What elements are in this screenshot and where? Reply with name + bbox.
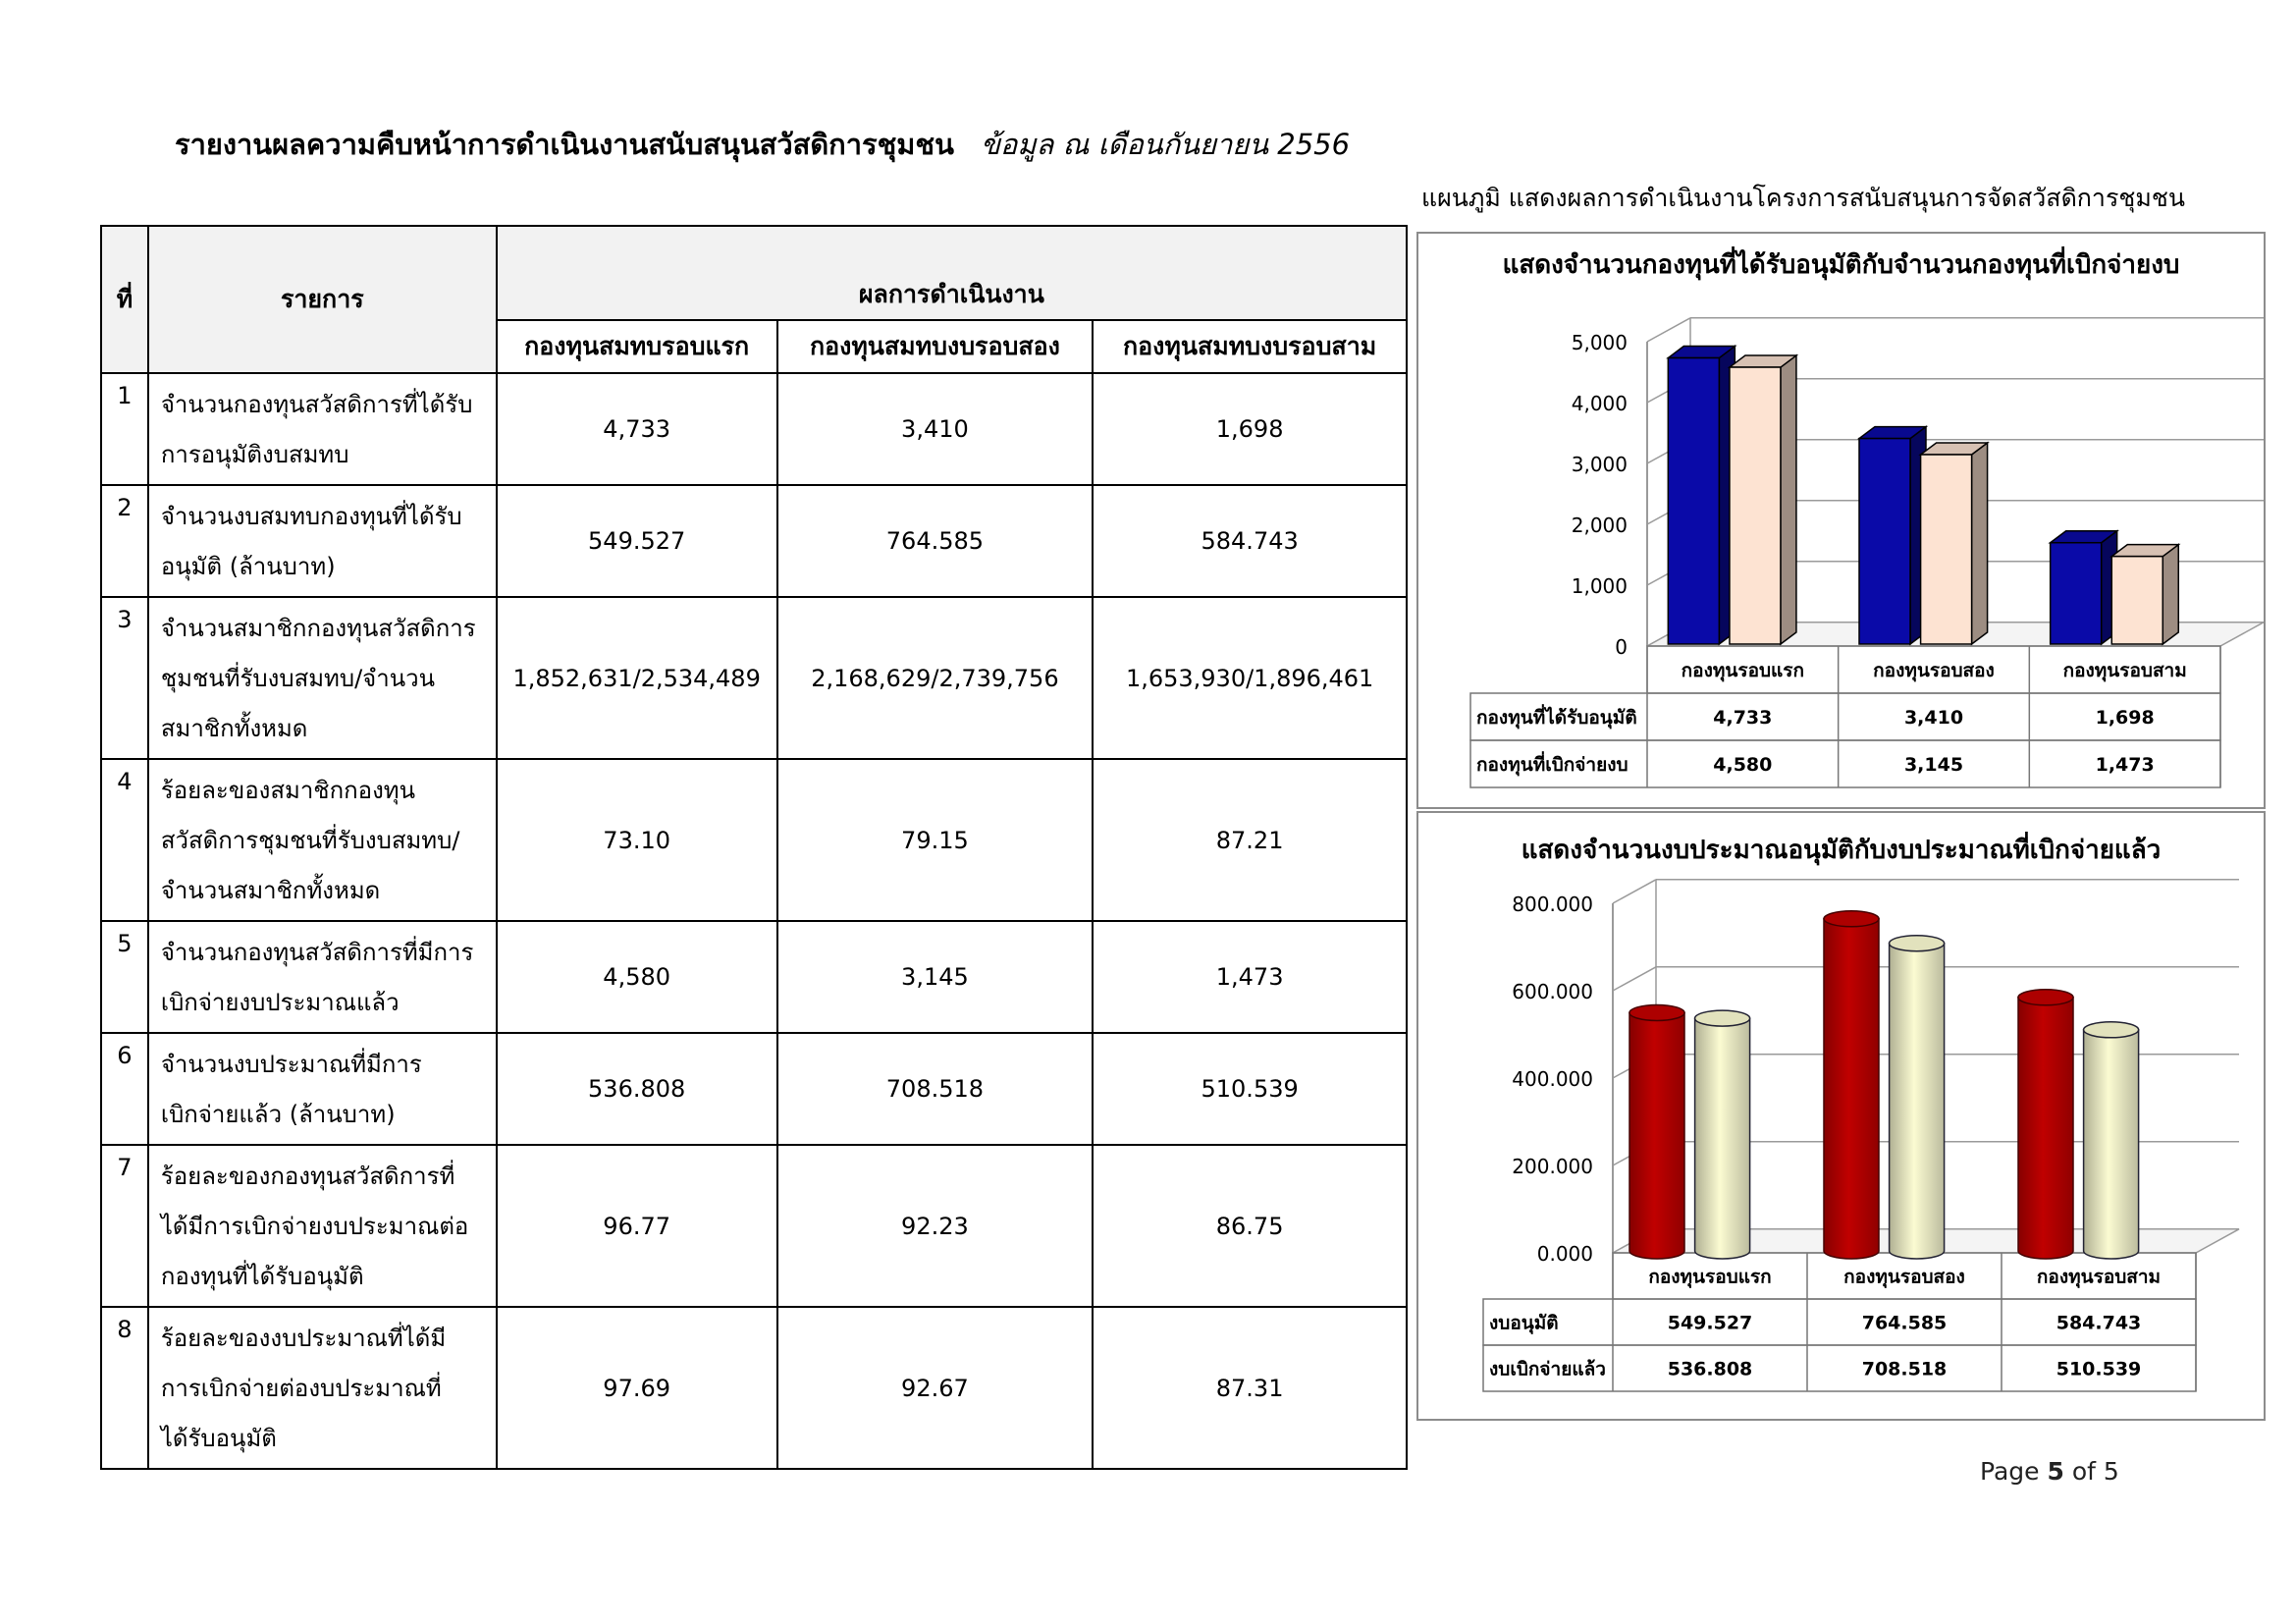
row-number: 3 [101, 597, 148, 759]
row-value-round2: 3,410 [777, 373, 1094, 485]
row-item [148, 1307, 497, 1469]
row-value-round2: 764.585 [777, 485, 1094, 597]
bar-0-1 [1730, 355, 1796, 644]
row-value-round1: 97.69 [497, 1307, 777, 1469]
grid-diagonal [1613, 880, 1656, 903]
category-label: กองทุนรอบสอง [1873, 660, 1995, 681]
y-tick-label: 3,000 [1571, 453, 1628, 476]
chart-svg [1418, 234, 2264, 807]
cylinder-top [2018, 990, 2073, 1005]
bar-front [1730, 367, 1781, 644]
y-tick-label: 5,000 [1571, 331, 1628, 354]
bar-0-0 [1629, 1004, 1684, 1259]
cylinder-body [1824, 919, 1879, 1259]
row-item [148, 1033, 497, 1145]
bar-2-1 [2084, 1022, 2139, 1259]
chart-svg [1418, 813, 2264, 1419]
bar-0-0 [1668, 347, 1735, 644]
row-value-round1: 1,852,631/2,534,489 [497, 597, 777, 759]
bar-front [1859, 439, 1910, 644]
data-label: 1,698 [2095, 707, 2155, 729]
row-item-line: สมาชิกทั้งหมด [160, 715, 308, 742]
row-value-round2: 708.518 [777, 1033, 1094, 1145]
y-tick-label: 4,000 [1571, 392, 1628, 415]
table-row [101, 485, 1407, 597]
row-number: 2 [101, 485, 148, 597]
table-row [101, 921, 1407, 1033]
y-tick-label: 0.000 [1536, 1242, 1593, 1266]
row-item [148, 373, 497, 485]
chart-budget [1416, 811, 2266, 1421]
row-item-line: จำนวนกองทุนสวัสดิการที่ได้รับ [160, 391, 473, 418]
bar-2-1 [2111, 545, 2178, 644]
row-item-line: ร้อยละของสมาชิกกองทุน [160, 777, 416, 804]
row-item-line: ร้อยละของงบประมาณที่ได้มี [160, 1325, 447, 1352]
y-tick-label: 1,000 [1571, 574, 1628, 598]
series-name: กองทุนที่ได้รับอนุมัติ [1476, 707, 1637, 729]
row-value-round1: 96.77 [497, 1145, 777, 1307]
row-item-line: ได้มีการเบิกจ่ายงบประมาณต่อ [160, 1213, 469, 1240]
row-value-round2: 2,168,629/2,739,756 [777, 597, 1094, 759]
row-value-round1: 4,733 [497, 373, 777, 485]
row-value-round2: 79.15 [777, 759, 1094, 921]
y-tick-label: 200.000 [1512, 1155, 1593, 1178]
row-item-line: จำนวนงบประมาณที่มีการ [160, 1051, 422, 1078]
footer-page-number: 5 [2047, 1457, 2064, 1486]
row-value-round3: 1,698 [1093, 373, 1407, 485]
bar-1-1 [1890, 936, 1945, 1259]
category-label: กองทุนรอบสาม [2036, 1266, 2162, 1288]
charts-caption: แผนภูมิ แสดงผลการดำเนินงานโครงการสนับสนุนการจัดสวัสดิการชุมชน [1421, 184, 2185, 212]
data-label: 536.808 [1667, 1358, 1753, 1380]
row-item-line: เบิกจ่ายแล้ว (ล้านบาท) [160, 1101, 396, 1128]
row-value-round3: 86.75 [1093, 1145, 1407, 1307]
row-item-line: จำนวนสมาชิกทั้งหมด [160, 877, 381, 904]
row-item [148, 921, 497, 1033]
data-label: 3,145 [1903, 754, 1964, 776]
table-row [101, 1033, 1407, 1145]
row-item-line: กองทุนที่ได้รับอนุมัติ [160, 1263, 364, 1290]
table-row [101, 373, 1407, 485]
table-row [101, 1145, 1407, 1307]
row-item-line: จำนวนงบสมทบกองทุนที่ได้รับ [160, 503, 462, 530]
cylinder-top [1824, 911, 1879, 927]
row-value-round3: 87.31 [1093, 1307, 1407, 1469]
category-label: กองทุนรอบแรก [1681, 660, 1805, 681]
report-title [175, 122, 1350, 167]
row-number: 6 [101, 1033, 148, 1145]
row-number: 1 [101, 373, 148, 485]
cylinder-top [2084, 1022, 2139, 1038]
bar-0-1 [1695, 1010, 1750, 1259]
bar-side [2163, 545, 2178, 644]
series-name: งบอนุมัติ [1489, 1312, 1559, 1334]
bar-front [1668, 358, 1719, 644]
footer-page-word: Page [1980, 1457, 2040, 1486]
row-item [148, 485, 497, 597]
cylinder-body [1629, 1012, 1684, 1259]
bar-side [1781, 355, 1796, 644]
cylinder-top [1629, 1004, 1684, 1020]
bar-front [2051, 543, 2102, 644]
results-table [100, 225, 1408, 1470]
data-label: 510.539 [2056, 1358, 2142, 1380]
cylinder-body [2018, 998, 2073, 1259]
y-tick-label: 0 [1615, 635, 1628, 659]
row-value-round2: 92.67 [777, 1307, 1094, 1469]
cylinder-top [1890, 936, 1945, 951]
bar-2-0 [2051, 531, 2117, 644]
row-number: 4 [101, 759, 148, 921]
row-value-round2: 3,145 [777, 921, 1094, 1033]
bar-front [1921, 455, 1972, 644]
row-item [148, 759, 497, 921]
row-value-round1: 536.808 [497, 1033, 777, 1145]
row-item [148, 1145, 497, 1307]
row-item [148, 597, 497, 759]
cylinder-top [1695, 1010, 1750, 1026]
row-number: 5 [101, 921, 148, 1033]
header-round1: กองทุนสมทบรอบแรก [497, 320, 777, 373]
row-value-round1: 549.527 [497, 485, 777, 597]
row-value-round3: 584.743 [1093, 485, 1407, 597]
row-item-line: การเบิกจ่ายต่องบประมาณที่ [160, 1375, 442, 1402]
row-number: 7 [101, 1145, 148, 1307]
category-label: กองทุนรอบแรก [1648, 1266, 1772, 1288]
bar-1-0 [1859, 427, 1926, 644]
y-tick-label: 800.000 [1512, 893, 1593, 916]
grid-diagonal [1613, 967, 1656, 991]
table-row [101, 759, 1407, 921]
table-row [101, 1307, 1407, 1469]
data-label: 708.518 [1861, 1358, 1948, 1380]
row-value-round1: 4,580 [497, 921, 777, 1033]
data-label: 764.585 [1861, 1312, 1948, 1334]
bar-side [1972, 443, 1988, 644]
bar-2-0 [2018, 990, 2073, 1259]
y-tick-label: 2,000 [1571, 514, 1628, 537]
row-item-line: ได้รับอนุมัติ [160, 1425, 277, 1452]
series-name: กองทุนที่เบิกจ่ายงบ [1476, 754, 1629, 776]
report-title-date: ข้อมูล ณ เดือนกันยายน 2556 [981, 128, 1351, 161]
report-title-main: รายงานผลความคืบหน้าการดำเนินงานสนับสนุนสวัสดิการชุมชน [175, 128, 954, 161]
row-value-round3: 1,653,930/1,896,461 [1093, 597, 1407, 759]
row-item-line: อนุมัติ (ล้านบาท) [160, 553, 336, 580]
cylinder-body [1695, 1018, 1750, 1259]
data-label: 584.743 [2056, 1312, 2142, 1334]
chart-title: แสดงจำนวนงบประมาณอนุมัติกับงบประมาณที่เบิกจ่ายแล้ว [1521, 836, 2162, 865]
data-label: 549.527 [1667, 1312, 1753, 1334]
row-value-round1: 73.10 [497, 759, 777, 921]
series-name: งบเบิกจ่ายแล้ว [1489, 1358, 1606, 1380]
row-item-line: จำนวนสมาชิกกองทุนสวัสดิการ [160, 615, 476, 642]
y-tick-label: 400.000 [1512, 1067, 1593, 1091]
page-footer [1980, 1457, 2119, 1486]
category-label: กองทุนรอบสอง [1843, 1266, 1965, 1288]
data-label: 1,473 [2095, 754, 2155, 776]
cylinder-body [1890, 944, 1945, 1259]
grid-diagonal [1647, 318, 1690, 342]
bar-front [2111, 557, 2163, 644]
row-item-line: เบิกจ่ายงบประมาณแล้ว [160, 989, 400, 1016]
row-value-round3: 510.539 [1093, 1033, 1407, 1145]
row-value-round3: 1,473 [1093, 921, 1407, 1033]
row-item-line: สวัสดิการชุมชนที่รับงบสมทบ/ [160, 827, 460, 854]
chart-funds [1416, 232, 2266, 809]
row-item-line: จำนวนกองทุนสวัสดิการที่มีการ [160, 939, 474, 966]
row-item-line: ร้อยละของกองทุนสวัสดิการที่ [160, 1163, 455, 1190]
header-no: ที่ [101, 226, 148, 373]
data-label: 3,410 [1903, 707, 1964, 729]
row-item-line: ชุมชนที่รับงบสมทบ/จำนวน [160, 665, 435, 692]
footer-page-total: 5 [2103, 1457, 2119, 1486]
row-value-round2: 92.23 [777, 1145, 1094, 1307]
data-label: 4,733 [1713, 707, 1773, 729]
header-round3: กองทุนสมทบงบรอบสาม [1093, 320, 1407, 373]
row-item-line: การอนุมัติงบสมทบ [160, 441, 349, 468]
bar-1-0 [1824, 911, 1879, 1259]
header-results: ผลการดำเนินงาน [497, 226, 1407, 320]
chart-title: แสดงจำนวนกองทุนที่ได้รับอนุมัติกับจำนวนกองทุนที่เบิกจ่ายงบ [1502, 250, 2180, 280]
cylinder-body [2084, 1030, 2139, 1259]
row-value-round3: 87.21 [1093, 759, 1407, 921]
y-tick-label: 600.000 [1512, 980, 1593, 1003]
header-item: รายการ [148, 226, 497, 373]
header-round2: กองทุนสมทบงบรอบสอง [777, 320, 1094, 373]
footer-of-word: of [2071, 1457, 2096, 1486]
table-row [101, 597, 1407, 759]
row-number: 8 [101, 1307, 148, 1469]
data-label: 4,580 [1713, 754, 1773, 776]
bar-1-1 [1921, 443, 1988, 644]
category-label: กองทุนรอบสาม [2062, 660, 2187, 681]
